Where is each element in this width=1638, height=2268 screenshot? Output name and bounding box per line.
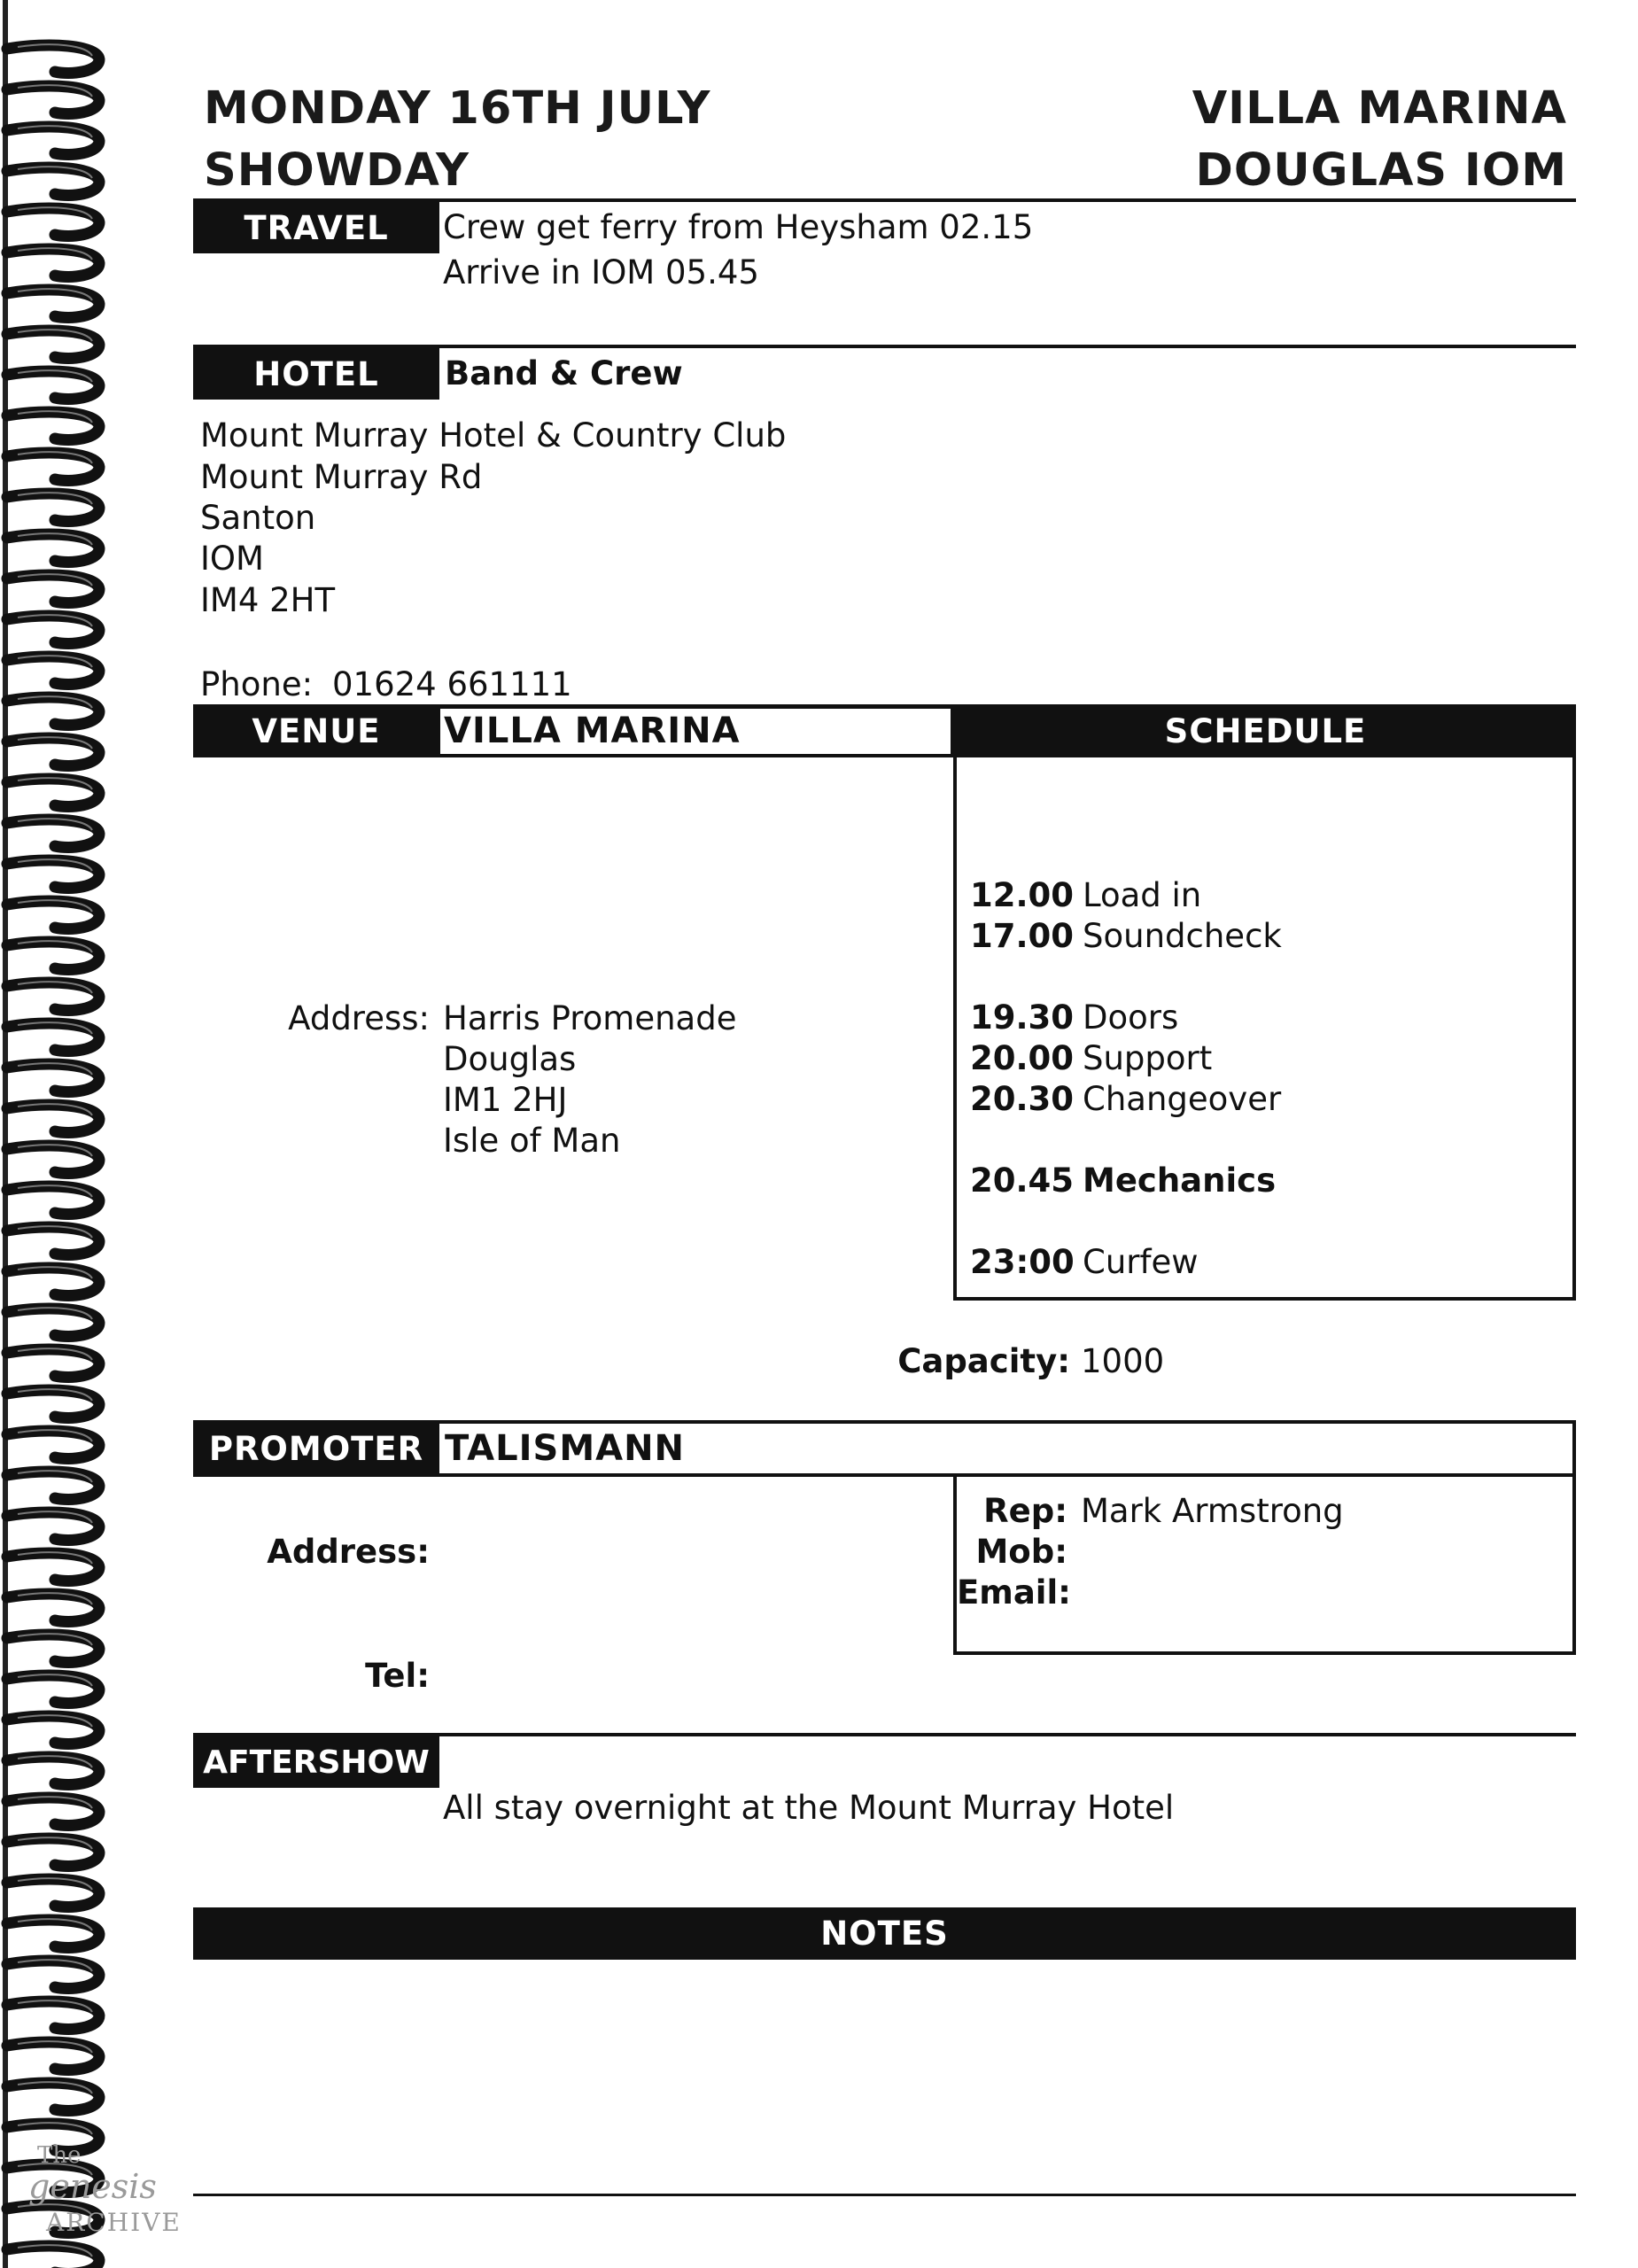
watermark-archive: ARCHIVE — [46, 2208, 182, 2237]
hotel-address-2: Mount Murray Rd — [200, 458, 483, 496]
hotel-address-1: Mount Murray Hotel & Country Club — [200, 416, 787, 454]
hotel-address-5: IM4 2HT — [200, 581, 336, 619]
schedule-item: 23:00 Curfew — [970, 1243, 1199, 1281]
header-location: DOUGLAS IOM — [1195, 144, 1567, 197]
schedule-item: 12.00 Load in — [970, 876, 1202, 914]
spiral-coil — [7, 2246, 99, 2268]
watermark-the: The — [37, 2142, 82, 2169]
schedule-item: 20.45 Mechanics — [970, 1161, 1277, 1200]
promoter-address-label: Address: — [267, 1533, 430, 1571]
watermark-genesis: genesis — [28, 2167, 157, 2206]
hotel-label: HOTEL — [193, 348, 439, 400]
schedule-item: 20.30 Changeover — [970, 1080, 1282, 1118]
venue-address-2: Douglas — [443, 1040, 577, 1078]
notes-label: NOTES — [193, 1907, 1576, 1960]
travel-line-1: Crew get ferry from Heysham 02.15 — [443, 208, 1034, 246]
promoter-label: PROMOTER — [193, 1420, 439, 1477]
hotel-phone: 01624 661111 — [332, 665, 572, 703]
aftershow-label: AFTERSHOW — [193, 1736, 439, 1788]
notes-bottom-rule — [193, 2194, 1576, 2196]
venue-address-1: Harris Promenade — [443, 999, 737, 1037]
hotel-address-3: Santon — [200, 499, 316, 537]
hotel-who: Band & Crew — [445, 354, 683, 392]
schedule-label: SCHEDULE — [955, 704, 1576, 757]
travel-line-2: Arrive in IOM 05.45 — [443, 253, 759, 291]
promoter-name: TALISMANN — [445, 1428, 686, 1469]
capacity-label: Capacity: — [897, 1342, 1070, 1380]
schedule-list — [970, 875, 1282, 1283]
header-type: SHOWDAY — [204, 144, 470, 197]
spiral-binding — [0, 0, 133, 2268]
mob-label: Mob: — [975, 1533, 1067, 1571]
capacity-value: 1000 — [1081, 1342, 1165, 1380]
rep-value: Mark Armstrong — [1081, 1492, 1344, 1530]
schedule-item: 19.30 Doors — [970, 998, 1179, 1037]
venue-address-4: Isle of Man — [443, 1122, 621, 1160]
schedule-item: 17.00 Soundcheck — [970, 917, 1282, 955]
header-day: MONDAY 16TH JULY — [204, 82, 711, 135]
header-venue: VILLA MARINA — [1192, 82, 1567, 135]
venue-address-3: IM1 2HJ — [443, 1081, 568, 1119]
travel-label: TRAVEL — [193, 202, 439, 253]
venue-address-label: Address: — [288, 999, 430, 1037]
email-label: Email: — [957, 1573, 1071, 1612]
venue-name: VILLA MARINA — [440, 709, 951, 754]
rep-label: Rep: — [983, 1492, 1067, 1530]
venue-label: VENUE — [193, 704, 439, 757]
schedule-item: 20.00 Support — [970, 1039, 1213, 1077]
promoter-tel-label: Tel: — [365, 1657, 430, 1695]
hotel-address-4: IOM — [200, 540, 264, 578]
aftershow-text: All stay overnight at the Mount Murray Hotel — [443, 1789, 1175, 1827]
hotel-phone-label: Phone: — [200, 665, 314, 703]
